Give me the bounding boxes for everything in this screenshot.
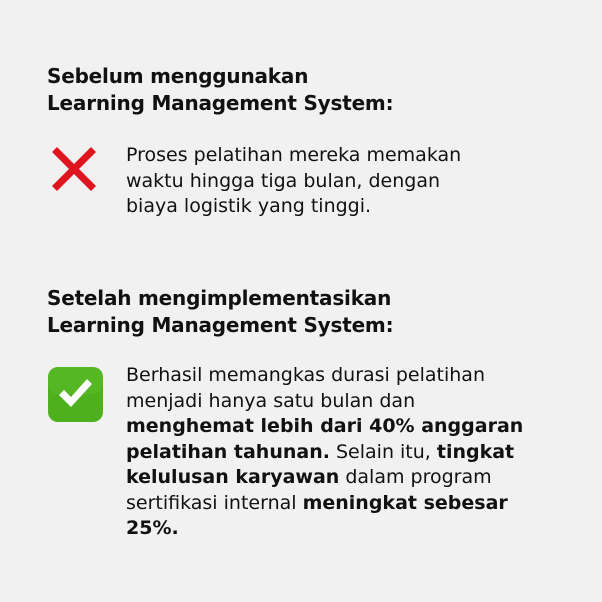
after-description — [126, 363, 566, 542]
after-heading-line2: Learning Management System: — [47, 313, 394, 337]
after-text-line6-bold: meningkat sebesar — [302, 491, 508, 514]
before-heading-line1: Sebelum menggunakan — [47, 64, 309, 88]
after-text-line5 — [126, 465, 566, 491]
after-text-line4 — [126, 440, 566, 466]
before-heading — [47, 63, 393, 117]
after-text-line5-normal: dalam program — [339, 466, 492, 488]
after-heading-line1: Setelah mengimplementasikan — [47, 286, 392, 310]
after-text-line4-bold: pelatihan tahunan. — [126, 440, 330, 463]
before-text-line3: biaya logistik yang tinggi. — [126, 195, 372, 217]
before-description — [126, 143, 566, 220]
after-heading — [47, 285, 393, 339]
after-text-line6-normal: sertifikasi internal — [126, 491, 303, 514]
after-text-line3 — [126, 414, 566, 440]
after-text-line1: Berhasil memangkas durasi pelatihan — [126, 364, 485, 386]
after-text-line5-bold: kelulusan karyawan — [126, 466, 340, 488]
before-text-line1: Proses pelatihan mereka memakan — [126, 144, 462, 166]
after-text-line4-bold2: tingkat — [436, 440, 515, 463]
before-text-line2: waktu hingga tiga bulan, dengan — [126, 169, 441, 192]
before-heading-line2: Learning Management System: — [47, 91, 394, 115]
after-text-line7-bold: 25%. — [126, 517, 179, 539]
after-text-line6 — [126, 491, 566, 517]
after-text-line4-normal: Selain itu, — [329, 440, 437, 463]
after-text-line3-bold: menghemat lebih dari 40% anggaran — [126, 415, 524, 437]
after-text-line7 — [126, 516, 566, 542]
check-mark-icon — [47, 366, 104, 423]
after-text-line2: menjadi hanya satu bulan dan — [126, 389, 416, 412]
cross-mark-icon — [48, 143, 100, 195]
